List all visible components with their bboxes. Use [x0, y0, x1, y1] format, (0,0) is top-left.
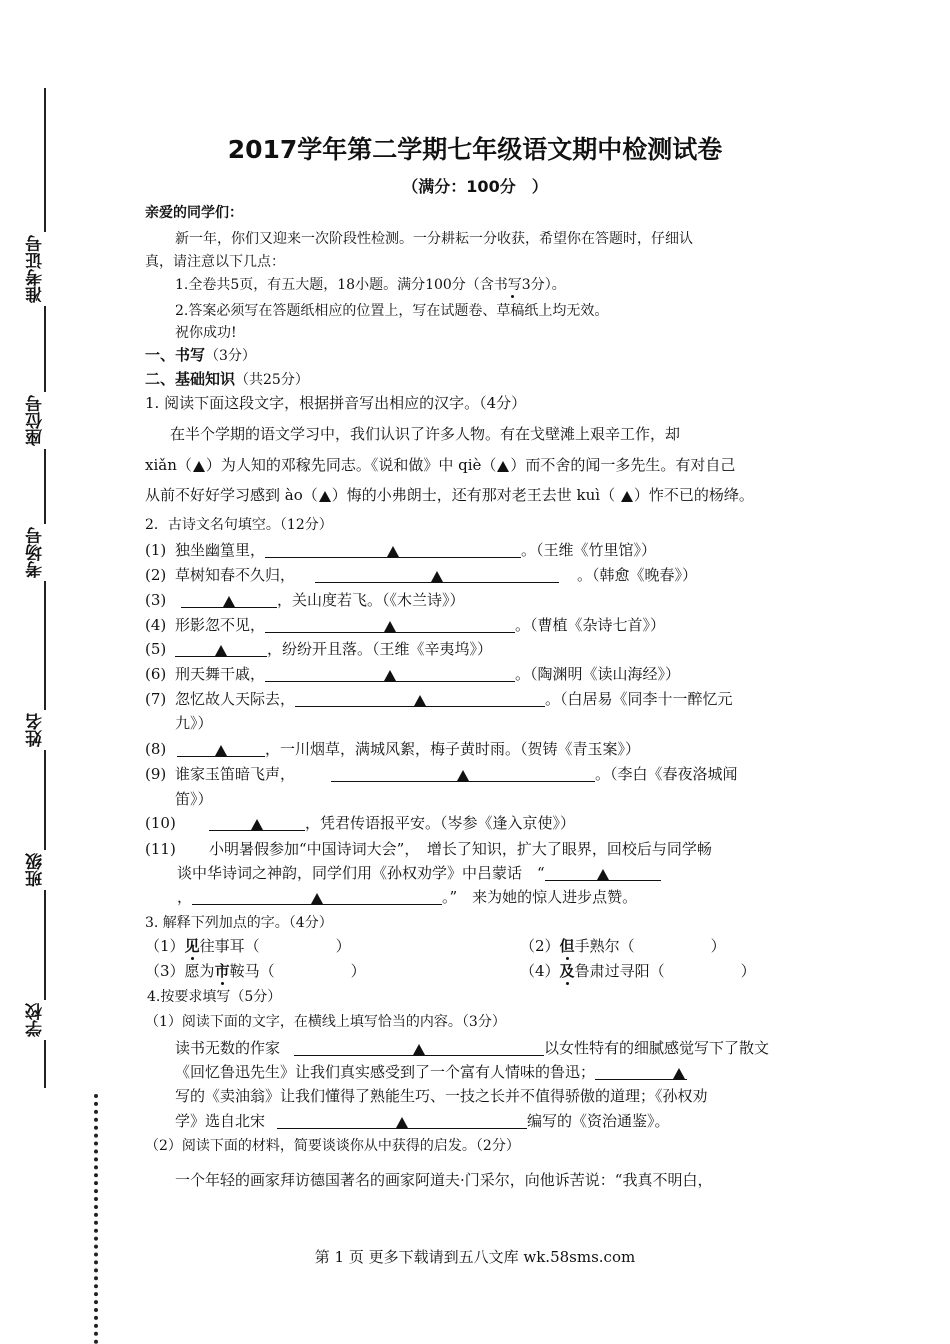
passage-line: 学》选自北宋 编写的《资治通鉴》。	[175, 1112, 670, 1130]
binding-label-seat: 座位号	[24, 392, 48, 449]
wish: 祝你成功!	[175, 325, 237, 341]
poem-item-cont: 笛》）	[175, 790, 213, 808]
triangle-icon	[311, 893, 323, 904]
question-subprompt: （2）阅读下面的材料，简要谈谈你从中获得的启发。（2分）	[145, 1138, 520, 1154]
triangle-icon	[384, 670, 396, 681]
triangle-icon	[673, 1068, 685, 1079]
passage-line: 写的《卖油翁》让我们懂得了熟能生巧、一技之长并不值得骄傲的道理；《孙权劝	[175, 1087, 708, 1105]
binding-label-exam-id: 准考证号	[24, 232, 48, 306]
triangle-icon	[457, 770, 469, 781]
poem-item: (9) 谁家玉笛暗飞声， 。（李白《春夜洛城闻	[145, 765, 738, 783]
section-heading: 二、基础知识（共25分）	[145, 370, 309, 388]
answer-blank[interactable]	[192, 886, 442, 905]
rule-1: 1.全卷共5页，有五大题，18小题。满分100分（含书写3分）。	[175, 277, 566, 293]
answer-blank[interactable]	[265, 539, 521, 558]
answer-blank[interactable]	[265, 663, 515, 682]
rule-2: 2.答案必须写在答题纸相应的位置上，写在试题卷、草稿纸上均无效。	[175, 303, 609, 319]
answer-blank[interactable]	[294, 1037, 544, 1056]
word-item: （2）但手熟尔（ ）	[520, 937, 726, 955]
answer-blank-icon[interactable]	[621, 491, 633, 502]
answer-blank[interactable]	[181, 589, 277, 608]
passage-line: 在半个学期的语文学习中，我们认识了许多人物。有在戈壁滩上艰辛工作，却	[170, 425, 681, 443]
answer-blank[interactable]	[545, 862, 661, 881]
page-title: 2017学年第二学期七年级语文期中检测试卷	[227, 135, 723, 164]
poem-item: (1) 独坐幽篁里， 。（王维《竹里馆》）	[145, 541, 657, 559]
passage-line: 从前不好好学习感到 ào（ ）悔的小弗朗士，还有那对老王去世 kuì（ ）怍不已的杨绛。	[145, 486, 754, 504]
poem-item-cont: 九》）	[175, 714, 213, 732]
triangle-icon	[251, 819, 263, 830]
poem-item: (5) ，纷纷开且落。（王维《辛夷坞》）	[145, 640, 493, 658]
triangle-icon	[414, 695, 426, 706]
word-item: （3）愿为市鞍马（ ）	[145, 962, 366, 980]
answer-blank[interactable]	[295, 688, 545, 707]
word-item: （4）及鲁肃过寻阳（ ）	[520, 962, 756, 980]
answer-blank[interactable]	[331, 763, 595, 782]
passage-line: xiǎn（ ）为人知的邓稼先同志。《说和做》中 qiè（ ）而不舍的闻一多先生。有对自己	[145, 456, 736, 474]
triangle-icon	[384, 621, 396, 632]
answer-blank[interactable]	[177, 738, 265, 757]
triangle-icon	[396, 1117, 408, 1128]
triangle-icon	[597, 869, 609, 880]
answer-blank[interactable]	[175, 638, 267, 657]
binding-label-room: 考场号	[24, 524, 48, 581]
question-prompt: 4.按要求填写（5分）	[147, 989, 282, 1005]
answer-blank[interactable]	[595, 1061, 687, 1080]
question-subprompt: （1）阅读下面的文字，在横线上填写恰当的内容。（3分）	[145, 1014, 506, 1030]
poem-item: (4) 形影忽不见， 。（曹植《杂诗七首》）	[145, 616, 666, 634]
answer-blank[interactable]	[315, 564, 559, 583]
poem-item-cont: 谈中华诗词之神韵，同学们用《孙权劝学》中吕蒙话 “	[177, 862, 847, 884]
page-footer: 第 1 页 更多下载请到五八文库 wk.58sms.com	[314, 1248, 636, 1266]
answer-blank-icon[interactable]	[193, 461, 205, 472]
intro-line: 新一年，你们又迎来一次阶段性检测。一分耕耘一分收获，希望你在答题时，仔细认	[175, 231, 693, 247]
poem-item: (8) ，一川烟草，满城风絮，梅子黄时雨。（贺铸《青玉案》）	[145, 740, 641, 758]
emphasized-text: 含书写3分	[479, 277, 545, 293]
poem-item: (3) ，关山度若飞。（《木兰诗》）	[145, 591, 465, 609]
triangle-icon	[413, 1044, 425, 1055]
question-prompt: 1. 阅读下面这段文字，根据拼音写出相应的汉字。（4分）	[145, 394, 527, 412]
answer-blank[interactable]	[277, 1110, 527, 1129]
answer-blank-icon[interactable]	[497, 461, 509, 472]
greeting: 亲爱的同学们：	[145, 205, 243, 221]
poem-item: (10) ，凭君传语报平安。（岑参《逢入京使》）	[145, 814, 576, 832]
poem-item-cont: ， 。” 来为她的惊人进步点赞。	[177, 888, 638, 906]
answer-blank[interactable]	[209, 812, 305, 831]
answer-blank[interactable]	[265, 614, 515, 633]
word-item: （1）见往事耳（ ）	[145, 937, 351, 955]
passage-line: 《回忆鲁迅先生》让我们真实感受到了一个富有人情味的鲁迅；	[175, 1061, 815, 1083]
triangle-icon	[223, 596, 235, 607]
section-heading: 一、书写（3分）	[145, 346, 256, 364]
answer-blank-icon[interactable]	[319, 491, 331, 502]
page-subtitle: （满分：100分 ）	[402, 177, 548, 196]
poem-item: (7) 忽忆故人天际去， 。（白居易《同李十一醉忆元	[145, 690, 733, 708]
poem-item: (6) 刑天舞干戚， 。（陶渊明《读山海经》）	[145, 665, 681, 683]
binding-dotted-line	[94, 1094, 98, 1344]
poem-item: (11) 小明暑假参加“中国诗词大会”， 增长了知识，扩大了眼界，回校后与同学畅	[145, 840, 712, 858]
material-line: 一个年轻的画家拜访德国著名的画家阿道夫·门采尔，向他诉苦说：“我真不明白，	[175, 1171, 713, 1189]
passage-line: 读书无数的作家 以女性特有的细腻感觉写下了散文	[175, 1039, 770, 1057]
binding-label-name: 姓名	[24, 710, 48, 750]
poem-item: (2) 草树知春不久归， 。（韩愈《晚春》）	[145, 566, 698, 584]
triangle-icon	[387, 546, 399, 557]
binding-label-class: 班级	[24, 850, 48, 890]
intro-line: 真，请注意以下几点：	[145, 254, 285, 270]
triangle-icon	[215, 645, 227, 656]
triangle-icon	[215, 745, 227, 756]
question-prompt: 3. 解释下列加点的字。（4分）	[145, 915, 333, 931]
binding-label-school: 学校	[24, 1000, 48, 1040]
triangle-icon	[431, 571, 443, 582]
question-prompt: 2．古诗文名句填空。（12分）	[145, 517, 333, 533]
